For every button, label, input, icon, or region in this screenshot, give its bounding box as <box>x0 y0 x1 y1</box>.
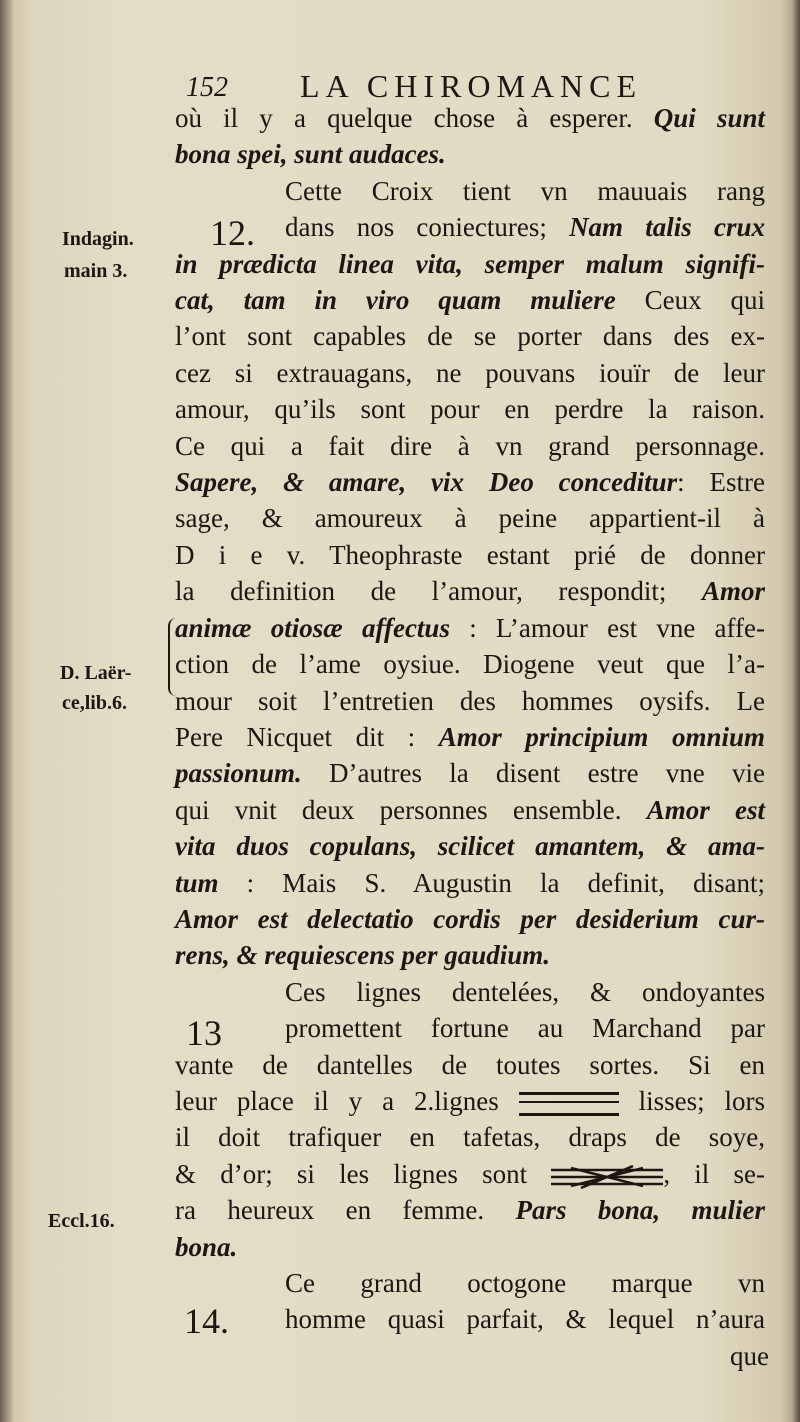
latin-quote: tum <box>175 867 219 898</box>
text-run: , il se- <box>663 1158 765 1189</box>
latin-quote: passionum. <box>175 758 302 789</box>
text-run: vante de dantelles de toutes sortes. Si en <box>175 1049 765 1080</box>
text-run: : Mais S. Augustin la definit, disant; <box>218 867 765 898</box>
text-run: leur place il y a 2.lignes <box>175 1085 519 1116</box>
text-line <box>175 1265 765 1301</box>
latin-quote: cat, tam in viro quam muliere <box>175 285 616 316</box>
text-run: dans nos coniectures; <box>285 212 570 243</box>
text-run: Ce qui a fait dire à vn grand personnage. <box>175 430 765 461</box>
text-line <box>175 792 765 828</box>
text-line <box>175 428 765 464</box>
latin-quote: Pars bona, mulier <box>515 1195 765 1226</box>
latin-quote: animæ otiosæ affectus <box>175 612 450 643</box>
text-line <box>175 246 765 282</box>
text-line <box>175 573 765 609</box>
text-line <box>175 865 765 901</box>
text-run: la definition de l’amour, respondit; <box>175 576 702 607</box>
text-line <box>175 209 765 245</box>
margin-note-laert-2: ce,lib.6. <box>62 692 127 714</box>
text-run: amour, qu’ils sont pour en perdre la raison. <box>175 394 765 425</box>
text-line <box>175 500 765 536</box>
margin-note-indagin: Indagin. <box>62 228 134 250</box>
text-line <box>175 1010 765 1046</box>
latin-quote: Amor <box>701 576 765 607</box>
section-number-13: 13 <box>186 1013 222 1053</box>
text-line <box>175 464 765 500</box>
text-line <box>175 1119 765 1155</box>
text-run: & d’or; si les lignes sont <box>175 1158 552 1189</box>
latin-quote: in prædicta linea vita, semper malum signifi- <box>175 248 765 279</box>
text-line <box>175 828 765 864</box>
text-run: Pere Nicquet dit : <box>175 721 439 752</box>
latin-quote: Amor est delectatio cordis per desiderium cur- <box>175 903 765 934</box>
text-run: D’autres la disent estre vne vie <box>301 758 765 789</box>
latin-quote: Amor principium omnium <box>438 721 766 752</box>
text-line <box>175 355 765 391</box>
text-line <box>175 1083 765 1119</box>
section-number-12: 12. <box>210 213 255 253</box>
text-line <box>175 1229 765 1265</box>
text-run: D i e v. Theophraste estant prié de donner <box>175 539 765 570</box>
text-run: qui vnit deux personnes ensemble. <box>175 794 647 825</box>
latin-quote: Amor est <box>646 794 765 825</box>
latin-quote: Qui sunt <box>653 103 765 133</box>
margin-note-laert-1: D. Laër- <box>60 662 132 684</box>
text-line <box>175 719 765 755</box>
text-line <box>175 683 765 719</box>
section-number-14: 14. <box>184 1301 229 1341</box>
text-line <box>175 755 765 791</box>
text-line <box>175 1192 765 1228</box>
text-line <box>175 937 765 973</box>
parallel-lines-icon <box>519 1092 619 1116</box>
text-run: Ceux qui <box>615 285 765 316</box>
text-run: l’ont sont capables de se porter dans des ex- <box>175 321 765 352</box>
text-line <box>175 1301 765 1337</box>
text-line <box>175 391 765 427</box>
text-line <box>175 646 765 682</box>
text-run: mour soit l’entretien des hommes oysifs. Le <box>175 685 765 716</box>
text-line <box>175 537 765 573</box>
text-run: ction de l’ame oysiue. Diogene veut que l’a- <box>175 649 765 680</box>
text-run: homme quasi parfait, & lequel n’aura <box>285 1304 765 1335</box>
latin-quote: vita duos copulans, scilicet amantem, & ama- <box>175 831 765 862</box>
running-title: LA CHIROMANCE <box>300 68 643 104</box>
text-run: Ces lignes dentelées, & ondoyantes <box>285 976 765 1007</box>
text-line <box>175 173 765 209</box>
text-run: que <box>730 1340 769 1371</box>
text-run: il doit trafiquer en tafetas, draps de soye, <box>175 1122 765 1153</box>
latin-quote: bona. <box>175 1231 238 1262</box>
text-run: sage, & amoureux à peine appartient-il à <box>175 503 765 534</box>
text-run: où il y a quelque chose à esperer. <box>175 103 654 133</box>
text-line <box>175 1338 769 1374</box>
text-line <box>175 610 765 646</box>
page-binding <box>0 0 14 1422</box>
latin-quote: bona spei, sunt audaces. <box>175 139 446 170</box>
page-edge <box>792 0 800 1422</box>
text-run: cez si extrauagans, ne pouvans iouïr de leur <box>175 357 765 388</box>
margin-note-main: main 3. <box>64 260 128 282</box>
text-line <box>175 318 765 354</box>
text-line <box>175 1156 765 1192</box>
text-run: : L’amour est vne affe- <box>449 612 765 643</box>
latin-quote: Nam talis crux <box>569 212 765 243</box>
body-text <box>175 100 769 1374</box>
latin-quote: rens, & requiescens per gaudium. <box>175 940 551 971</box>
text-line <box>175 974 765 1010</box>
text-run: : Estre <box>677 467 765 498</box>
text-run: promettent fortune au Marchand par <box>285 1013 765 1044</box>
text-line <box>175 282 765 318</box>
latin-quote: Sapere, & amare, vix Deo conceditur <box>175 467 678 498</box>
text-line <box>175 1047 765 1083</box>
text-line <box>175 100 765 136</box>
margin-note-eccl: Eccl.16. <box>48 1210 115 1232</box>
text-run: Cette Croix tient vn mauuais rang <box>285 175 765 206</box>
text-run: lisses; lors <box>618 1085 765 1116</box>
text-run: ra heureux en femme. <box>175 1195 516 1226</box>
text-run: Ce grand octogone marque vn <box>285 1268 765 1298</box>
text-line <box>175 136 765 172</box>
text-line <box>175 901 765 937</box>
page-number: 152 <box>186 72 228 103</box>
crossed-lines-icon <box>551 1164 663 1190</box>
